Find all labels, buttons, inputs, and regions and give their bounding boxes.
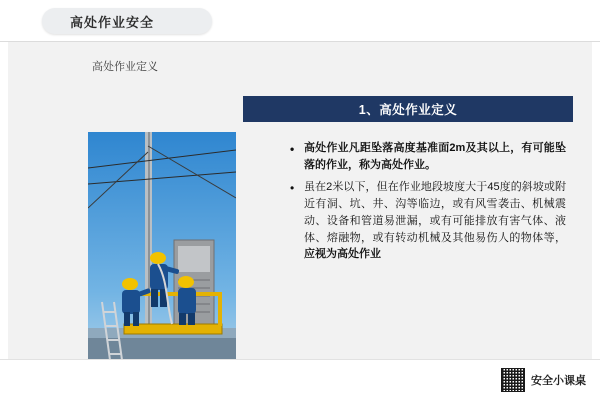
section-banner-label: 1、高处作业定义: [358, 103, 458, 117]
right-margin: [592, 42, 600, 360]
header-bar: [0, 0, 600, 42]
left-margin: [0, 42, 8, 360]
footer-bar: [0, 359, 600, 400]
qr-code-icon: [501, 368, 525, 392]
bullet-text-emphasis: 应视为高处作业: [304, 248, 381, 261]
bullet-list: [290, 140, 566, 269]
bullet-item: [290, 179, 566, 263]
worksite-photo: [88, 132, 236, 360]
footer-brand: [501, 368, 586, 392]
bullet-item: • 高处作业凡距坠落高度基准面2m及其以上，有可能坠落的作业，称为高处作业。: [290, 140, 566, 173]
header-divider: [0, 41, 600, 42]
footer-label: 安全小课桌: [531, 375, 586, 387]
section-banner: [243, 96, 573, 122]
section-subtitle: 高处作业定义: [92, 61, 158, 73]
bullet-text-plain: 虽在2米以下，但在作业地段坡度大于45度的斜坡或附近有洞、坑、井、沟等临边，或有风雪袭击、机械震动、设备和管道易泄漏，或有可能排放有害气体、液体、熔融物，或有转动机械及其他易伤人的物体等，: [304, 181, 566, 244]
page-title: 高处作业安全: [70, 15, 155, 30]
